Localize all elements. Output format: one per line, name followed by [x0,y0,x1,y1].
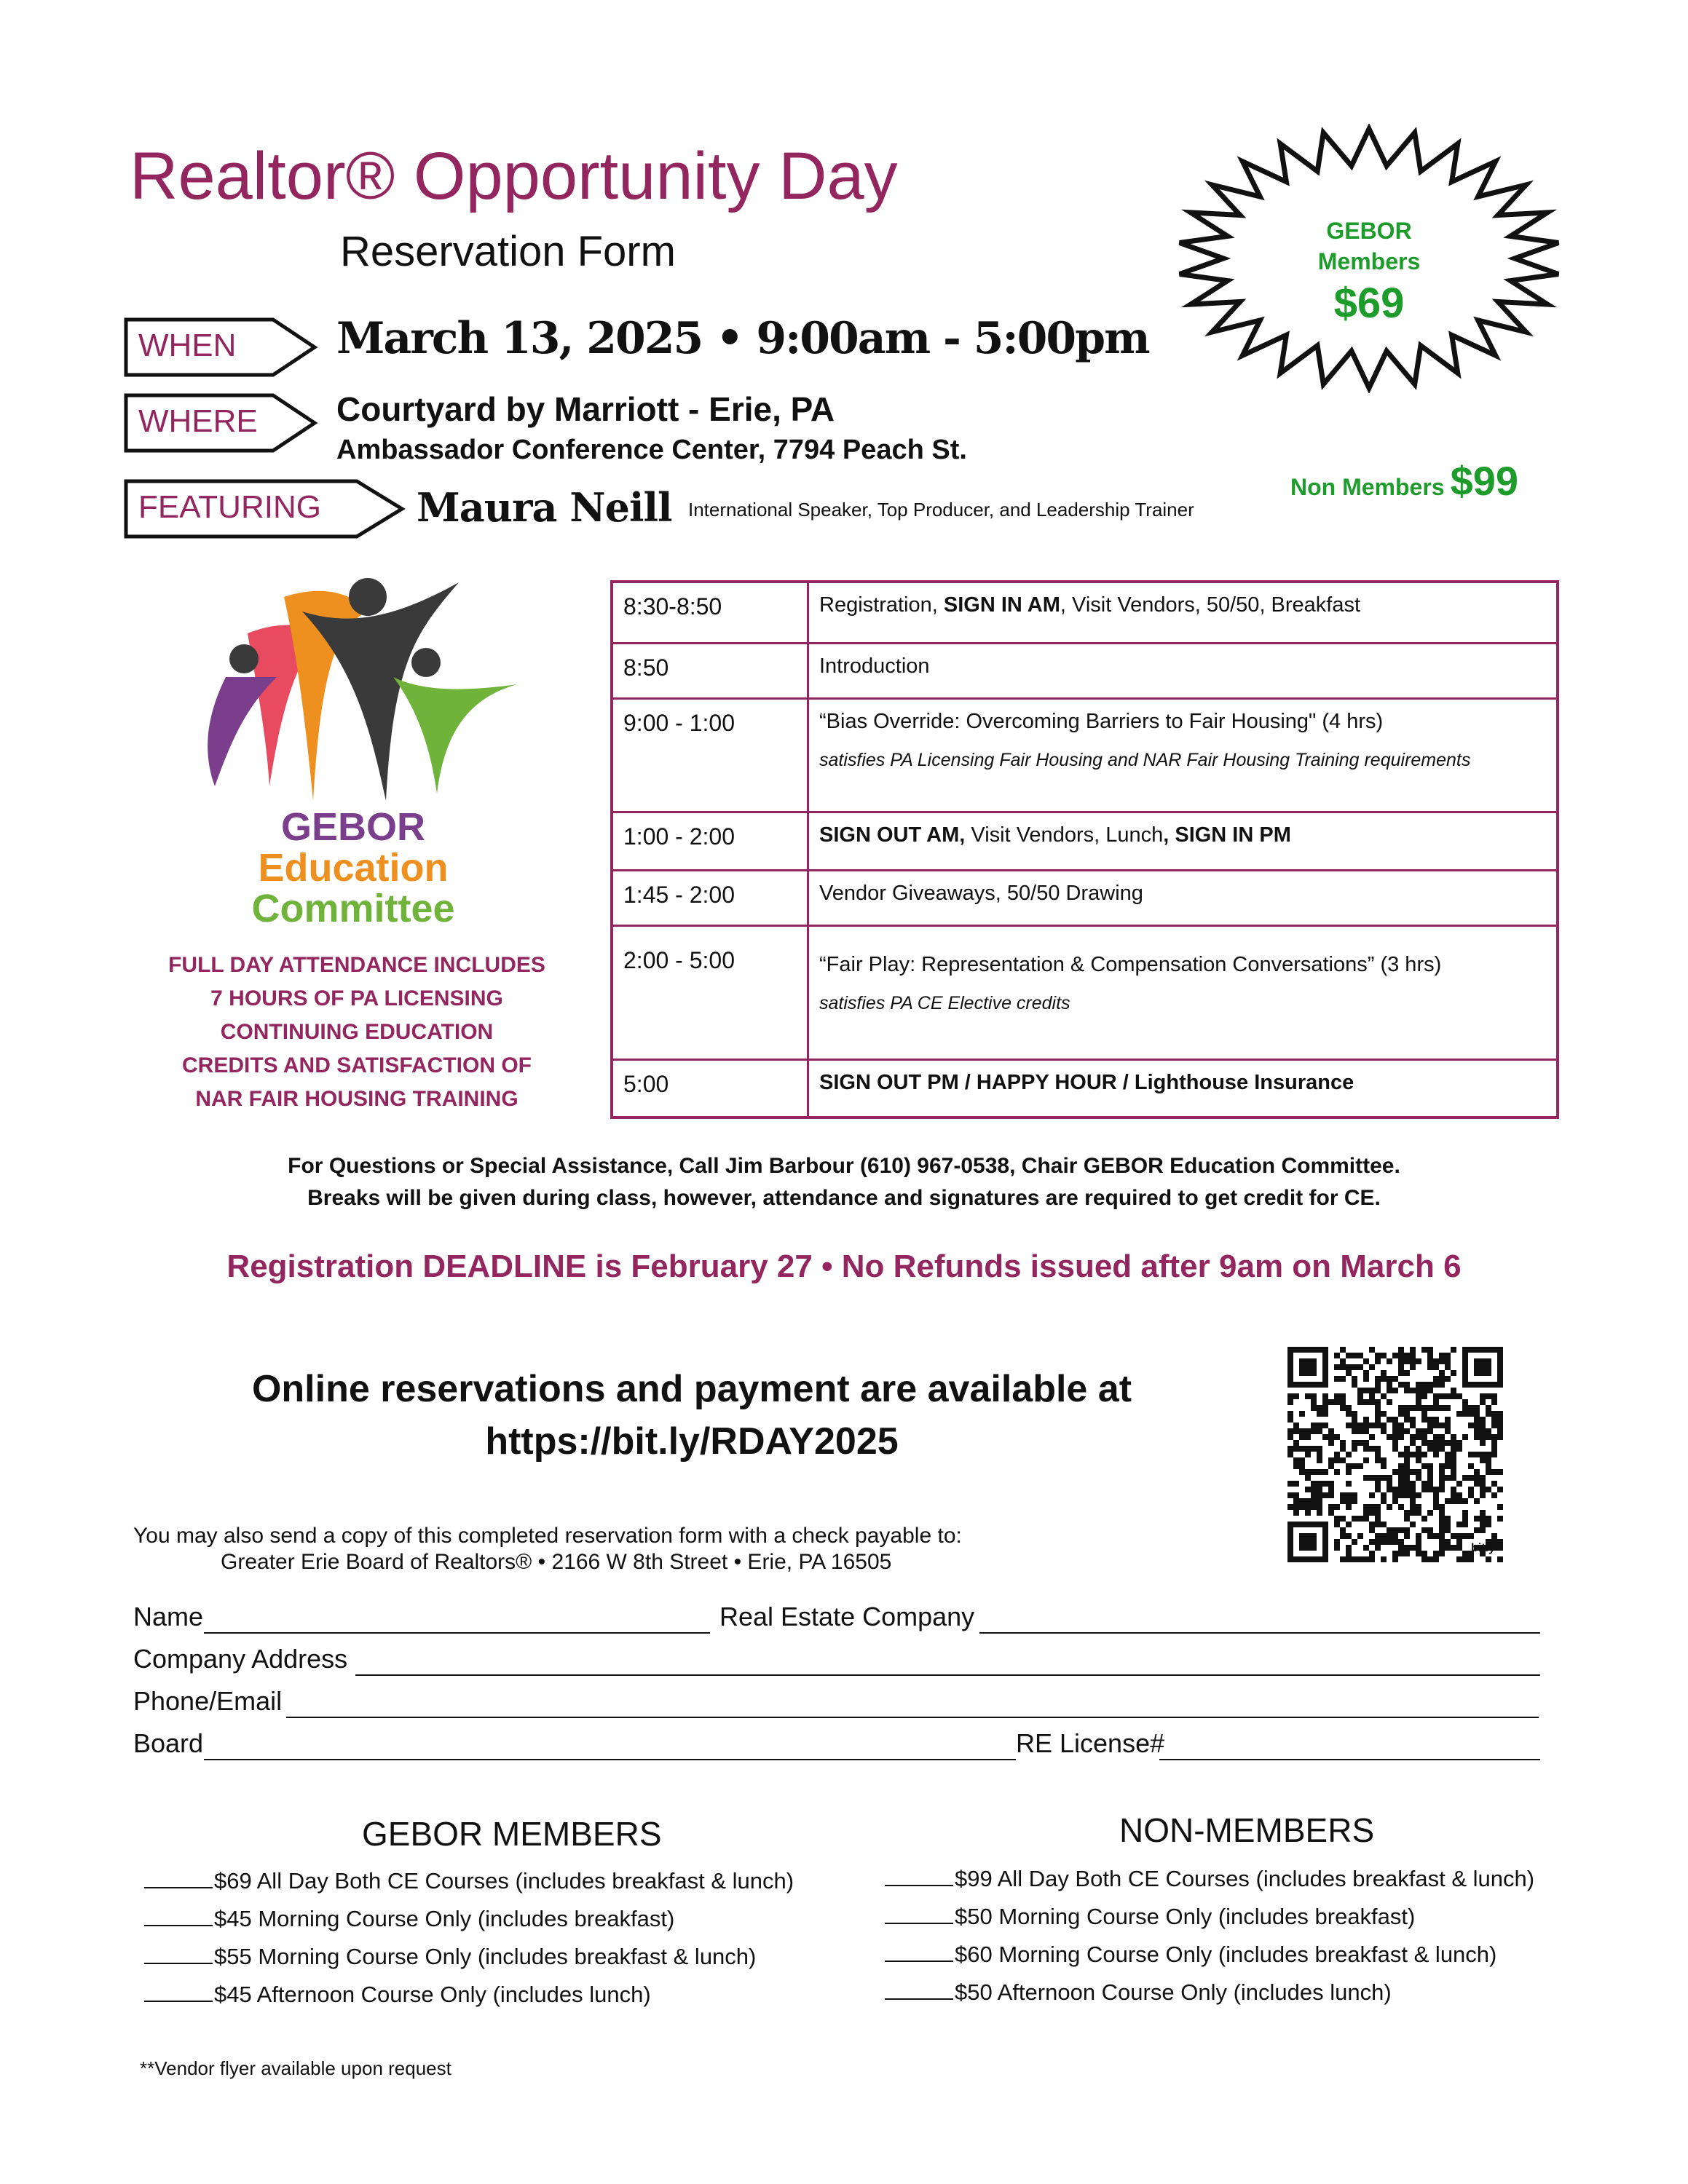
schedule-description: Registration, SIGN IN AM, Visit Vendors, 50/50, Breakfast [808,582,1558,643]
nonmembers-option-morning-lunch[interactable]: $60 Morning Course Only (includes breakfast & lunch) [885,1942,1496,1968]
registration-deadline: Registration DEADLINE is February 27 • No Refunds issued after 9am on March 6 [226,1249,1462,1284]
schedule-row [612,1059,1558,1117]
mail-line: You may also send a copy of this completed reservation form with a check payable to: [133,1524,962,1548]
where-address: Ambassador Conference Center, 7794 Peach St. [336,435,967,465]
nonmembers-price: $99 [1450,458,1519,504]
attendance-note [138,949,575,1116]
schedule-description: SIGN OUT AM, Visit Vendors, Lunch, SIGN IN PM [808,812,1558,870]
schedule-time: 8:30-8:50 [612,582,808,643]
address-label: Company Address [133,1644,348,1674]
online-reservation-text [211,1363,1172,1468]
attendance-line: FULL DAY ATTENDANCE INCLUDES [168,953,545,977]
members-option-afternoon[interactable]: $45 Afternoon Course Only (includes lunch) [144,1982,651,2008]
where-venue: Courtyard by Marriott - Erie, PA [336,390,835,428]
schedule-time: 5:00 [612,1059,808,1117]
schedule-note: satisfies PA Licensing Fair Housing and NAR Fair Housing Training requirements [819,749,1471,770]
address-input[interactable] [355,1674,1540,1676]
schedule-time: 1:00 - 2:00 [612,812,808,870]
when-value: March 13, 2025 • 9:00am - 5:00pm [336,313,1149,364]
company-label: Real Estate Company [719,1602,975,1631]
contact-line: For Questions or Special Assistance, Call Jim Barbour (610) 967-0538, Chair GEBOR Education Committee. [288,1154,1400,1178]
attendance-line: CONTINUING EDUCATION [220,1020,494,1044]
contact-info [0,1150,1688,1214]
members-section-title: GEBOR MEMBERS [362,1815,662,1853]
phone-label: Phone/Email [133,1686,283,1716]
schedule-description: “Fair Play: Representation & Compensation Conversations” (3 hrs) satisfies PA CE Elective credits [808,925,1558,1059]
board-label: Board [133,1728,204,1758]
members-option-allday[interactable]: $69 All Day Both CE Courses (includes breakfast & lunch) [144,1868,794,1894]
when-label: WHEN [138,328,237,363]
where-label: WHERE [138,403,258,439]
speaker-name: Maura Neill [417,484,672,531]
name-input[interactable] [204,1632,710,1634]
qr-code-icon[interactable] [1287,1347,1503,1562]
logo-line1: GEBOR [280,805,426,849]
schedule-time: 8:50 [612,643,808,698]
schedule-row [612,643,1558,698]
license-label: RE License# [1016,1728,1165,1758]
name-label: Name [133,1602,204,1631]
schedule-description: Introduction [808,643,1558,698]
attendance-line: CREDITS AND SATISFACTION OF [182,1053,532,1077]
schedule-time: 9:00 - 1:00 [612,698,808,812]
nonmembers-option-afternoon[interactable]: $50 Afternoon Course Only (includes lunch) [885,1979,1392,2006]
page-title: Realtor® Opportunity Day [130,139,898,213]
phone-email-input[interactable] [286,1717,1539,1718]
logo-line3: Committee [251,887,455,930]
members-label-line1: GEBOR [1326,218,1412,244]
schedule-row [612,812,1558,870]
members-label-line2: Members [1317,248,1421,274]
schedule-description: “Bias Override: Overcoming Barriers to Fair Housing" (4 hrs) satisfies PA Licensing Fair Housing and NAR Fair Housing Training requirements [808,698,1558,812]
nonmembers-label: Non Members [1290,474,1445,500]
members-option-morning[interactable]: $45 Morning Course Only (includes breakfast) [144,1906,674,1932]
schedule-row [612,925,1558,1059]
members-option-morning-lunch[interactable]: $55 Morning Course Only (includes breakfast & lunch) [144,1944,756,1970]
nonmembers-price-line [1290,457,1518,505]
vendor-flyer-note: **Vendor flyer available upon request [140,2057,451,2079]
education-committee-logo-icon [175,568,532,808]
members-price: $69 [1333,280,1405,327]
contact-line: Breaks will be given during class, however, attendance and signatures are required to get credit for CE. [307,1186,1381,1210]
online-url-link[interactable]: https://bit.ly/RDAY2025 [485,1420,899,1463]
schedule-row [612,582,1558,643]
schedule-description: Vendor Giveaways, 50/50 Drawing [808,870,1558,925]
schedule-note: satisfies PA CE Elective credits [819,992,1070,1013]
featuring-label: FEATURING [138,489,321,525]
company-input[interactable] [979,1632,1540,1634]
logo-line2: Education [258,846,449,890]
online-line: Online reservations and payment are available at [251,1368,1132,1410]
speaker-description: International Speaker, Top Producer, and Leadership Trainer [688,499,1194,521]
schedule-row [612,698,1558,812]
license-input[interactable] [1159,1759,1540,1760]
schedule-description: SIGN OUT PM / HAPPY HOUR / Lighthouse Insurance [808,1059,1558,1117]
qr-caption: bitly [1471,1542,1495,1554]
mail-address: Greater Erie Board of Realtors® • 2166 W 8th Street • Erie, PA 16505 [221,1550,892,1574]
members-price-badge [1253,215,1486,331]
attendance-line: NAR FAIR HOUSING TRAINING [195,1087,518,1111]
attendance-line: 7 HOURS OF PA LICENSING [210,986,503,1010]
nonmembers-option-morning[interactable]: $50 Morning Course Only (includes breakfast) [885,1904,1415,1930]
nonmembers-section-title: NON-MEMBERS [1119,1811,1375,1849]
page-subtitle: Reservation Form [340,228,676,275]
logo-wordmark [171,807,535,929]
nonmembers-option-allday[interactable]: $99 All Day Both CE Courses (includes breakfast & lunch) [885,1866,1534,1892]
featuring-tag [124,479,415,539]
schedule-time: 1:45 - 2:00 [612,870,808,925]
board-input[interactable] [204,1759,1016,1760]
mail-instructions [133,1523,962,1575]
schedule-row [612,870,1558,925]
schedule-table [610,580,1559,1119]
schedule-time: 2:00 - 5:00 [612,925,808,1059]
